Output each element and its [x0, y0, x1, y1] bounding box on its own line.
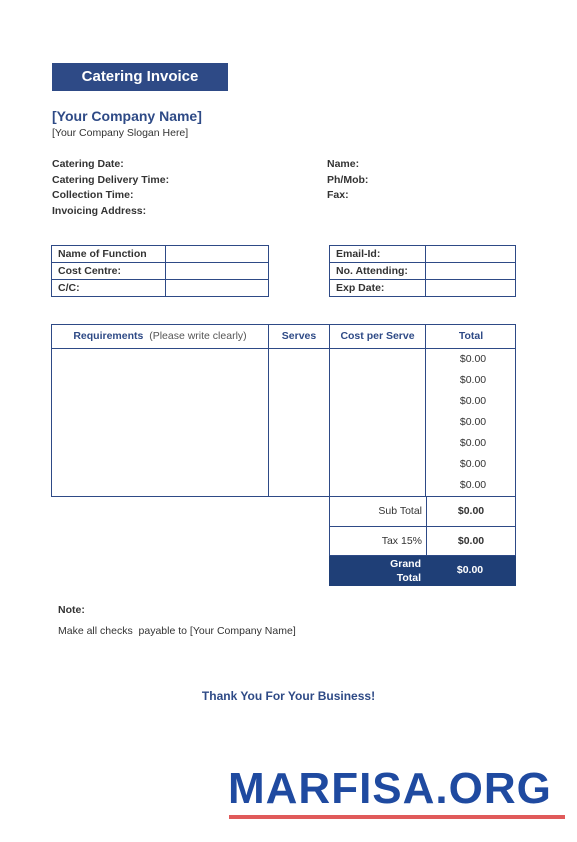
- tax-row: [329, 526, 516, 556]
- exp-date-label: Exp Date:: [330, 280, 426, 297]
- header-divider: [52, 348, 515, 349]
- watermark-logo: MARFISA.ORG: [228, 764, 552, 813]
- grand-total-value: $0.00: [456, 564, 484, 576]
- requirements-header-label: Requirements: [73, 330, 144, 342]
- cost-centre-field[interactable]: [166, 263, 269, 280]
- catering-info-section: [52, 157, 169, 219]
- row-total: $0.00: [459, 353, 487, 365]
- total-header: Total: [458, 330, 484, 342]
- serves-header: Serves: [281, 330, 317, 342]
- table-row: [52, 263, 269, 280]
- cc-label: C/C:: [52, 280, 166, 297]
- requirements-hint: (Please write clearly): [149, 330, 247, 342]
- grand-total-label: [329, 557, 421, 585]
- company-slogan: [Your Company Slogan Here]: [52, 127, 189, 139]
- cost-per-serve-header: Cost per Serve: [340, 330, 415, 342]
- table-row: [330, 246, 516, 263]
- tax-value: $0.00: [457, 535, 485, 547]
- row-total: $0.00: [459, 395, 487, 407]
- subtotal-value: $0.00: [457, 505, 485, 517]
- table-row: [52, 246, 269, 263]
- thank-you-message: Thank You For Your Business!: [201, 689, 376, 703]
- customer-info-section: [327, 157, 368, 204]
- items-table: [51, 324, 516, 497]
- collection-time-label: Collection Time:: [52, 189, 134, 201]
- invoice-title-banner: Catering Invoice: [52, 63, 228, 91]
- cc-field[interactable]: [166, 280, 269, 297]
- row-total: $0.00: [459, 416, 487, 428]
- requirements-header: [52, 325, 268, 348]
- column-divider: [329, 325, 330, 496]
- email-field[interactable]: [426, 246, 516, 263]
- function-name-field[interactable]: [166, 246, 269, 263]
- row-total: $0.00: [459, 437, 487, 449]
- grand-total-label-line2: Total: [396, 572, 421, 584]
- column-divider: [268, 325, 269, 496]
- note-text: Make all checks payable to [Your Company Name]: [58, 625, 296, 637]
- email-label: Email-Id:: [330, 246, 426, 263]
- delivery-time-label: Catering Delivery Time:: [52, 173, 170, 186]
- row-total: $0.00: [459, 479, 487, 491]
- subtotal-row: [329, 497, 516, 527]
- watermark-underline: [229, 815, 565, 819]
- cost-centre-label: Cost Centre:: [52, 263, 166, 280]
- column-divider: [425, 325, 426, 496]
- function-name-label: Name of Function: [52, 246, 166, 263]
- phone-label: Ph/Mob:: [327, 173, 369, 186]
- row-total: $0.00: [459, 458, 487, 470]
- attending-field[interactable]: [426, 263, 516, 280]
- invoicing-address-label: Invoicing Address:: [52, 204, 147, 217]
- contact-table: [329, 245, 516, 297]
- catering-date-label: Catering Date:: [52, 158, 124, 170]
- function-table: [51, 245, 269, 297]
- exp-date-field[interactable]: [426, 280, 516, 297]
- note-label: Note:: [58, 604, 85, 616]
- grand-total-row: [329, 556, 516, 586]
- grand-total-label-line1: Grand: [390, 558, 421, 570]
- company-name: [Your Company Name]: [52, 108, 202, 124]
- attending-label: No. Attending:: [330, 263, 426, 280]
- tax-label: Tax 15%: [381, 535, 422, 547]
- row-total: $0.00: [459, 374, 487, 386]
- subtotal-label: Sub Total: [378, 505, 422, 517]
- table-row: [52, 280, 269, 297]
- fax-label: Fax:: [327, 189, 349, 201]
- table-row: [330, 263, 516, 280]
- table-row: [330, 280, 516, 297]
- name-label: Name:: [327, 158, 360, 170]
